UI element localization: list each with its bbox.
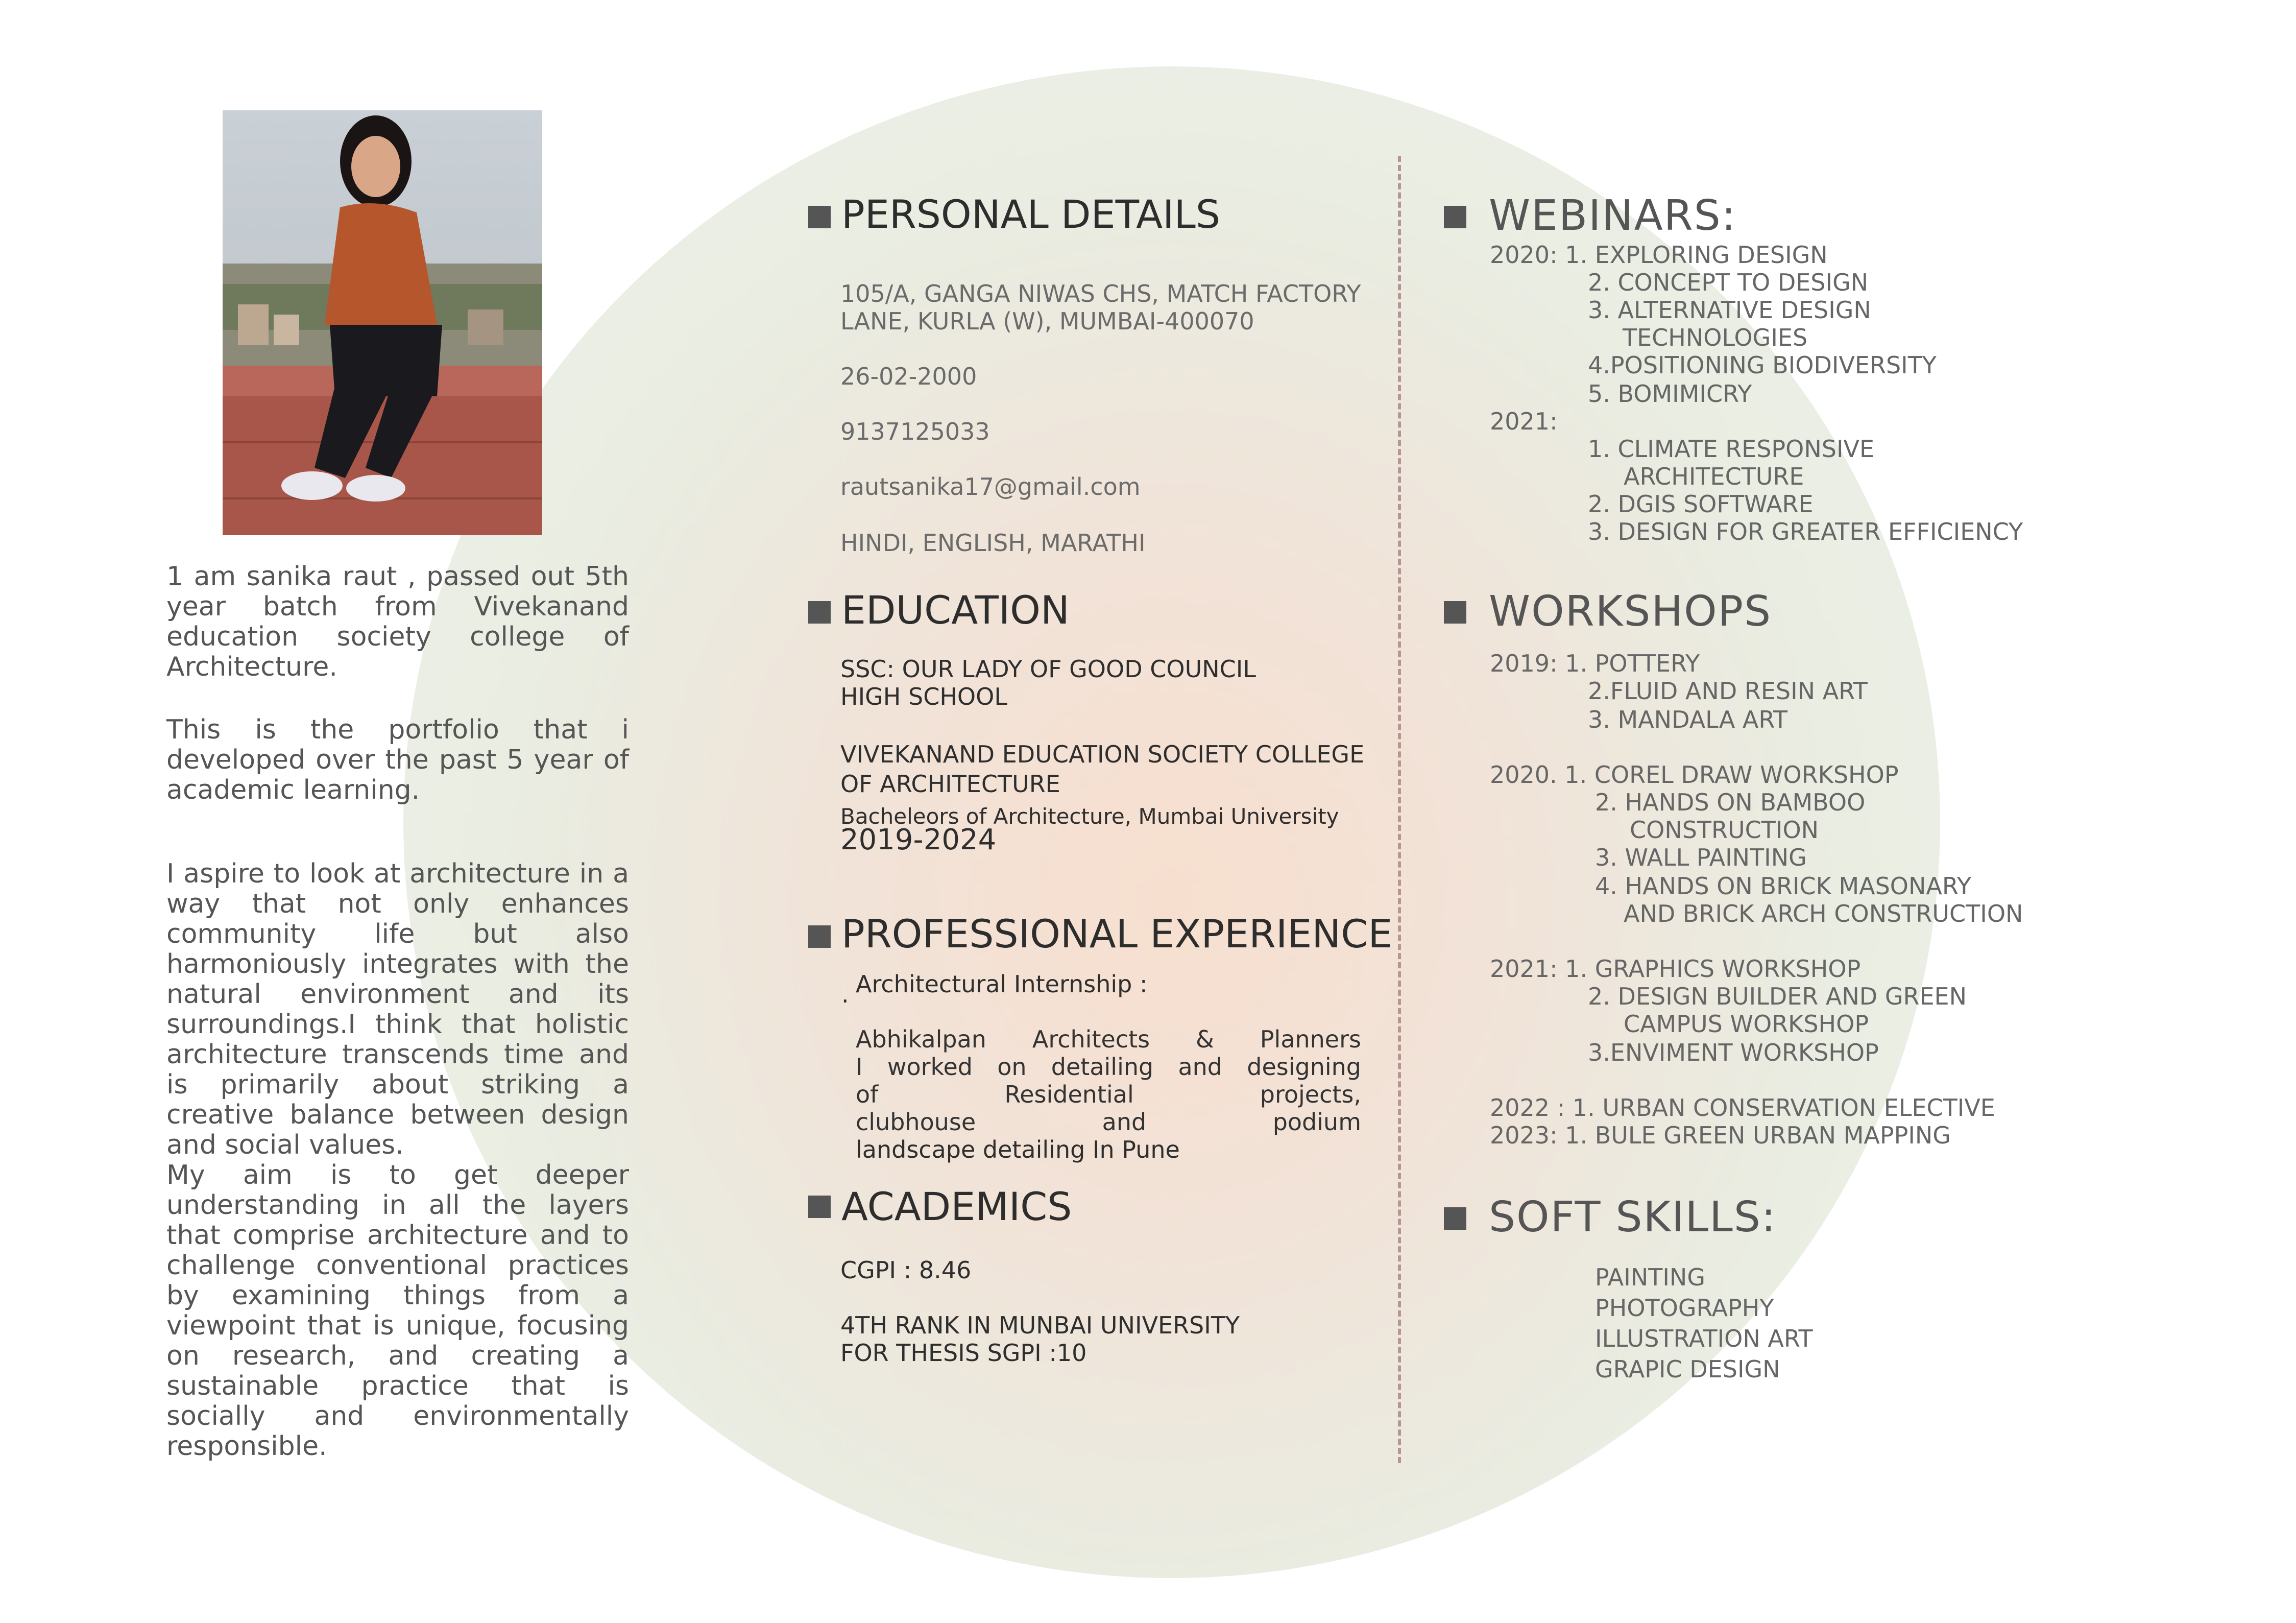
experience-role: Architectural Internship : xyxy=(856,970,1148,998)
personal-heading-square xyxy=(808,206,831,228)
webinars-heading-square xyxy=(1444,206,1466,228)
experience-bullet: . xyxy=(841,981,849,1008)
soft-skill-item: ILLUSTRATION ART xyxy=(1595,1325,1813,1352)
soft-skill-item: PAINTING xyxy=(1595,1263,1705,1291)
workshop-line: 2021: 1. GRAPHICS WORKSHOP xyxy=(1490,955,1861,983)
soft-skills-heading-square xyxy=(1444,1207,1466,1230)
academics-heading: ACADEMICS xyxy=(841,1184,1072,1229)
webinar-line: 2021: xyxy=(1490,408,1558,435)
webinar-line: 5. BOMIMICRY xyxy=(1588,380,1752,408)
workshop-line: 2. HANDS ON BAMBOO xyxy=(1595,789,1866,816)
about-paragraph-2: This is the portfolio that i developed over the past 5 year of academic learning. xyxy=(166,714,629,805)
degree: Bacheleors of Architecture, Mumbai University xyxy=(840,804,1339,829)
email-address: rautsanika17@gmail.com xyxy=(840,473,1141,500)
personal-heading: PERSONAL DETAILS xyxy=(841,192,1221,237)
experience-line: I worked on detailing and designing xyxy=(856,1053,1361,1081)
workshop-line: 2019: 1. POTTERY xyxy=(1490,650,1700,677)
experience-heading-square xyxy=(808,925,831,948)
soft-skill-item: GRAPIC DESIGN xyxy=(1595,1355,1780,1383)
college-line-1: VIVEKANAND EDUCATION SOCIETY COLLEGE xyxy=(840,741,1365,768)
workshop-line: 4. HANDS ON BRICK MASONARY xyxy=(1595,872,1972,900)
education-years: 2019-2024 xyxy=(840,823,997,856)
webinar-line: 1. CLIMATE RESPONSIVE xyxy=(1588,435,1875,463)
workshop-line: 2.FLUID AND RESIN ART xyxy=(1588,677,1868,705)
experience-line: Abhikalpan Architects & Planners xyxy=(856,1025,1361,1053)
address-line-2: LANE, KURLA (W), MUMBAI-400070 xyxy=(840,307,1254,335)
column-divider xyxy=(1398,156,1401,1463)
experience-last-line: landscape detailing In Pune xyxy=(856,1136,1180,1163)
workshops-heading-square xyxy=(1444,601,1466,624)
date-of-birth: 26-02-2000 xyxy=(840,363,977,390)
profile-photo xyxy=(223,110,542,535)
rank-line-1: 4TH RANK IN MUNBAI UNIVERSITY xyxy=(840,1311,1240,1339)
workshop-line: CONSTRUCTION xyxy=(1630,816,1819,844)
about-paragraph-4: My aim is to get deeper understanding in all the layers that comprise architecture and to challenge conventional practices by examining things from a viewpoint that is unique, focusing on research, and creating a sustainable practice that is socially and environmentally responsible. xyxy=(166,1160,629,1462)
webinar-line: TECHNOLOGIES xyxy=(1623,324,1808,351)
cgpi: CGPI : 8.46 xyxy=(840,1256,972,1284)
college-line-2: OF ARCHITECTURE xyxy=(840,770,1060,798)
ssc-line-1: SSC: OUR LADY OF GOOD COUNCIL xyxy=(840,655,1256,683)
workshops-heading: WORKSHOPS xyxy=(1489,587,1772,636)
experience-heading: PROFESSIONAL EXPERIENCE xyxy=(841,911,1393,957)
webinar-line: 3. DESIGN FOR GREATER EFFICIENCY xyxy=(1588,518,2023,545)
experience-line: of Residential projects, xyxy=(856,1081,1361,1108)
experience-line: clubhouse and podium xyxy=(856,1108,1361,1136)
languages: HINDI, ENGLISH, MARATHI xyxy=(840,529,1146,557)
workshop-line: 2023: 1. BULE GREEN URBAN MAPPING xyxy=(1490,1121,1951,1149)
workshop-line: 2022 : 1. URBAN CONSERVATION ELECTIVE xyxy=(1490,1094,1995,1121)
workshop-line: 3. WALL PAINTING xyxy=(1595,844,1807,871)
webinar-line: 2. DGIS SOFTWARE xyxy=(1588,490,1814,518)
soft-skill-item: PHOTOGRAPHY xyxy=(1595,1294,1774,1322)
webinar-line: 2020: 1. EXPLORING DESIGN xyxy=(1490,241,1828,269)
webinar-line: 2. CONCEPT TO DESIGN xyxy=(1588,269,1869,296)
academics-heading-square xyxy=(808,1196,831,1218)
education-heading-square xyxy=(808,601,831,624)
about-paragraph-3: I aspire to look at architecture in a way that not only enhances community life but also harmoniously integrates with the natural environment and its surroundings.I think that holistic architecture transcends time and is primarily about striking a creative balance between design and social values. xyxy=(166,858,629,1160)
education-heading: EDUCATION xyxy=(841,587,1070,633)
workshop-line: 2. DESIGN BUILDER AND GREEN xyxy=(1588,983,1967,1010)
address-line-1: 105/A, GANGA NIWAS CHS, MATCH FACTORY xyxy=(840,280,1361,307)
workshop-line: CAMPUS WORKSHOP xyxy=(1624,1010,1869,1038)
workshop-line: 3. MANDALA ART xyxy=(1588,706,1788,733)
ssc-line-2: HIGH SCHOOL xyxy=(840,683,1007,710)
webinars-heading: WEBINARS: xyxy=(1489,192,1737,240)
workshop-line: 3.ENVIMENT WORKSHOP xyxy=(1588,1039,1879,1066)
rank-line-2: FOR THESIS SGPI :10 xyxy=(840,1339,1087,1367)
workshop-line: 2020. 1. COREL DRAW WORKSHOP xyxy=(1490,761,1899,789)
phone-number: 9137125033 xyxy=(840,418,990,445)
about-paragraph-1: 1 am sanika raut , passed out 5th year batch from Vivekanand education society college of Architecture. xyxy=(166,561,629,682)
webinar-line: 4.POSITIONING BIODIVERSITY xyxy=(1588,351,1937,379)
webinar-line: ARCHITECTURE xyxy=(1624,463,1804,490)
soft-skills-heading: SOFT SKILLS: xyxy=(1489,1193,1777,1242)
webinar-line: 3. ALTERNATIVE DESIGN xyxy=(1588,296,1871,324)
workshop-line: AND BRICK ARCH CONSTRUCTION xyxy=(1624,900,2023,927)
